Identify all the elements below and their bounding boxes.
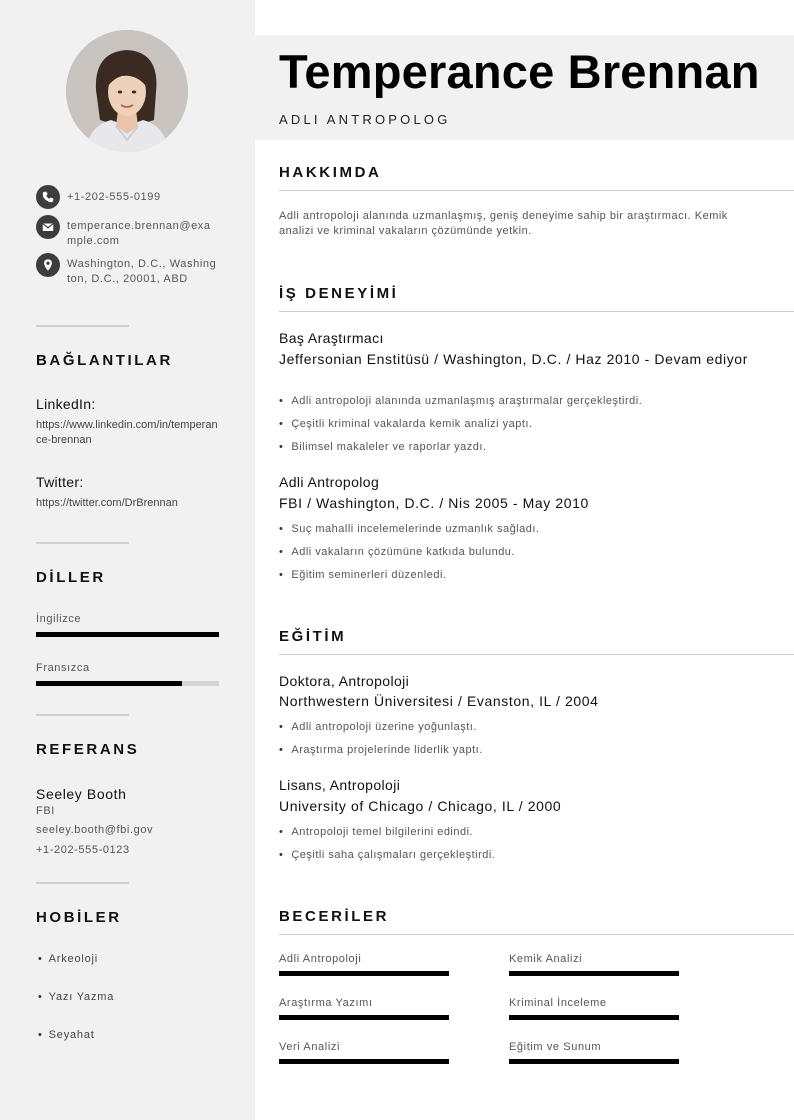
- experience-title: Adli Antropolog: [279, 474, 380, 490]
- language-name: İngilizce: [36, 613, 82, 625]
- education-heading: EĞİTİM: [279, 628, 347, 645]
- skill-name: Veri Analizi: [279, 1041, 341, 1053]
- language-level-bar: [36, 681, 219, 686]
- divider: [36, 325, 129, 327]
- candidate-name: Temperance Brennan: [279, 45, 760, 98]
- references-heading: REFERANS: [36, 741, 140, 758]
- skill-level-bar: [509, 971, 679, 976]
- experience-heading: İŞ DENEYİMİ: [279, 285, 399, 302]
- experience-subtitle: Jeffersonian Enstitüsü / Washington, D.C. / Haz 2010 - Devam ediyor: [279, 351, 748, 367]
- section-rule: [279, 654, 794, 655]
- skill-level-fill: [279, 971, 449, 976]
- about-text: Adli antropoloji alanında uzmanlaşmış, geniş deneyime sahip bir araştırmacı. Kemik analizi ve kriminal vakaların çözümünde yetkin.: [279, 210, 728, 237]
- divider: [36, 542, 129, 544]
- experience-bullet: • Adli antropoloji alanında uzmanlaşmış araştırmalar gerçekleştirdi.: [279, 395, 643, 407]
- skill-level-bar: [279, 971, 449, 976]
- skill-name: Kriminal İnceleme: [509, 997, 607, 1009]
- education-bullet: • Çeşitli saha çalışmaları gerçekleştirdi.: [279, 849, 496, 861]
- skill-level-bar: [509, 1059, 679, 1064]
- skill-level-fill: [509, 971, 679, 976]
- education-bullet: • Adli antropoloji üzerine yoğunlaştı.: [279, 721, 477, 733]
- contact-phone: [36, 185, 217, 209]
- hobby-item: • Seyahat: [38, 1029, 95, 1041]
- phone-icon: [36, 185, 60, 209]
- location-pin-icon: [36, 253, 60, 277]
- skill-name: Eğitim ve Sunum: [509, 1041, 602, 1053]
- skill-level-bar: [279, 1015, 449, 1020]
- section-rule: [279, 190, 794, 191]
- education-bullet: • Antropoloji temel bilgilerini edindi.: [279, 826, 474, 838]
- reference-org: FBI: [36, 805, 55, 817]
- skill-name: Araştırma Yazımı: [279, 997, 373, 1009]
- contact-address: [36, 253, 217, 287]
- mail-icon: [36, 215, 60, 239]
- divider: [36, 882, 129, 884]
- section-rule: [279, 311, 794, 312]
- about-heading: HAKKIMDA: [279, 164, 382, 181]
- experience-bullet: • Eğitim seminerleri düzenledi.: [279, 569, 447, 581]
- contact-email: [36, 215, 217, 249]
- profile-photo: [66, 30, 188, 152]
- job-title: ADLI ANTROPOLOG: [279, 112, 451, 127]
- reference-name: Seeley Booth: [36, 786, 127, 802]
- experience-bullet: • Çeşitli kriminal vakalarda kemik analizi yaptı.: [279, 418, 533, 430]
- twitter-link[interactable]: https://twitter.com/DrBrennan: [36, 497, 178, 509]
- sidebar: [0, 0, 255, 1120]
- hobby-item: • Yazı Yazma: [38, 991, 115, 1003]
- education-title: Lisans, Antropoloji: [279, 777, 401, 793]
- reference-phone: +1-202-555-0123: [36, 844, 130, 856]
- experience-bullet: • Adli vakaların çözümüne katkıda bulundu.: [279, 546, 515, 558]
- experience-title: Baş Araştırmacı: [279, 330, 384, 346]
- languages-heading: DİLLER: [36, 569, 106, 586]
- contact-address-text: Washington, D.C., Washington, D.C., 20001, ABD: [67, 258, 217, 285]
- twitter-label: Twitter:: [36, 474, 84, 490]
- experience-bullet: • Bilimsel makaleler ve raporlar yazdı.: [279, 441, 487, 453]
- education-title: Doktora, Antropoloji: [279, 673, 410, 689]
- reference-email: seeley.booth@fbi.gov: [36, 824, 154, 836]
- skill-level-fill: [509, 1059, 679, 1064]
- linkedin-link[interactable]: https://www.linkedin.com/in/temperance-brennan: [36, 419, 218, 446]
- profile-portrait-icon: [66, 30, 188, 152]
- skill-level-bar: [509, 1015, 679, 1020]
- skill-level-fill: [279, 1059, 449, 1064]
- education-subtitle: Northwestern Üniversitesi / Evanston, IL / 2004: [279, 693, 599, 709]
- language-level-fill: [36, 632, 219, 637]
- language-level-bar: [36, 632, 219, 637]
- hobby-item: • Arkeoloji: [38, 953, 99, 965]
- skills-heading: BECERİLER: [279, 908, 390, 925]
- education-bullet: • Araştırma projelerinde liderlik yaptı.: [279, 744, 483, 756]
- experience-subtitle: FBI / Washington, D.C. / Nis 2005 - May 2010: [279, 495, 589, 511]
- language-name: Fransızca: [36, 662, 90, 674]
- experience-bullet: • Suç mahalli incelemelerinde uzmanlık sağladı.: [279, 523, 540, 535]
- skill-level-bar: [279, 1059, 449, 1064]
- language-level-fill: [36, 681, 182, 686]
- divider: [36, 714, 129, 716]
- contact-phone-text: +1-202-555-0199: [67, 191, 161, 203]
- links-heading: BAĞLANTILAR: [36, 352, 173, 369]
- skill-level-fill: [509, 1015, 679, 1020]
- hobbies-heading: HOBİLER: [36, 909, 122, 926]
- section-rule: [279, 934, 794, 935]
- education-subtitle: University of Chicago / Chicago, IL / 2000: [279, 798, 562, 814]
- linkedin-label: LinkedIn:: [36, 396, 96, 412]
- skill-level-fill: [279, 1015, 449, 1020]
- skill-name: Adli Antropoloji: [279, 953, 362, 965]
- skill-name: Kemik Analizi: [509, 953, 583, 965]
- contact-email-text: temperance.brennan@example.com: [67, 220, 211, 247]
